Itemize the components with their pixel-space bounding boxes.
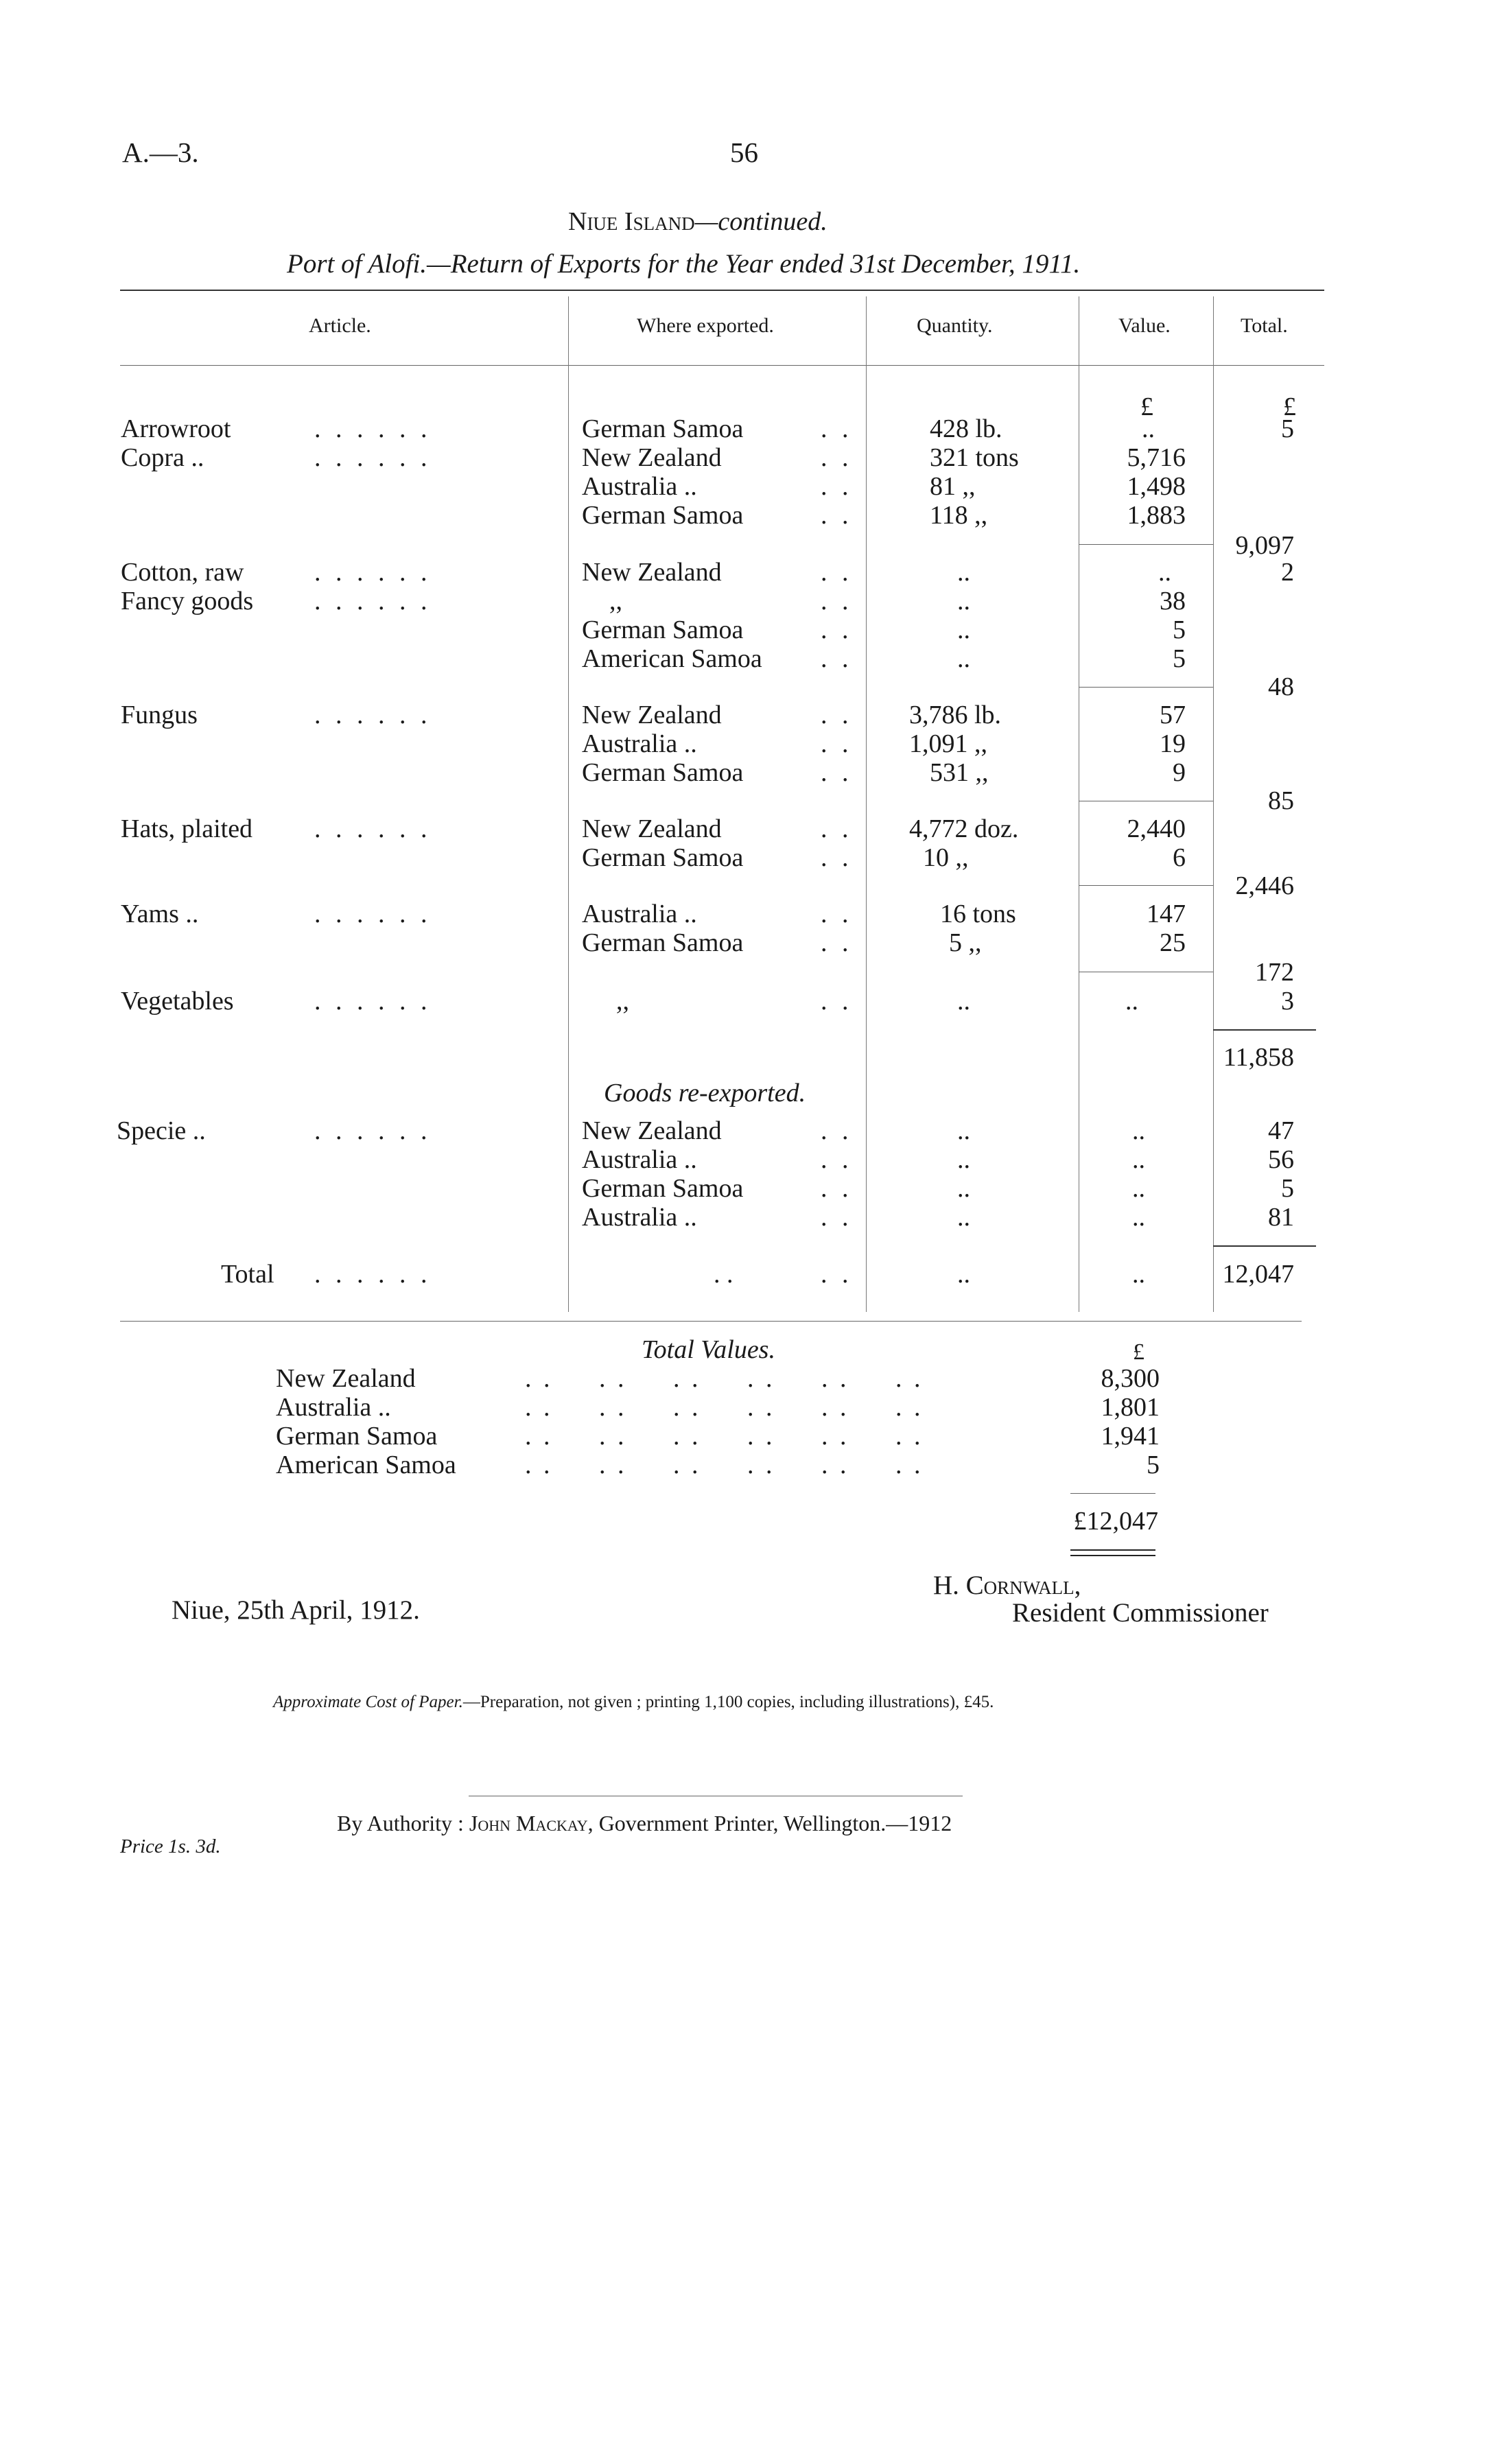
tv-grand-total: £12,047 bbox=[1073, 1507, 1158, 1536]
signatory-name bbox=[933, 1571, 1081, 1600]
total-cell: 81 bbox=[1268, 1203, 1294, 1232]
where-cell: German Samoa bbox=[582, 615, 744, 644]
document-code: A.—3. bbox=[122, 137, 199, 168]
quantity-cell: .. bbox=[957, 587, 970, 615]
value-cell: .. bbox=[1132, 1145, 1145, 1174]
where-cell: ,, bbox=[616, 987, 629, 1016]
total-values-currency: £ bbox=[1133, 1339, 1144, 1365]
section-title-suffix: —continued. bbox=[694, 207, 827, 236]
quantity-cell: 5 ,, bbox=[949, 928, 982, 957]
value-cell: .. bbox=[1132, 1260, 1145, 1289]
where-cell: . . bbox=[714, 1260, 733, 1289]
where-cell: Australia .. bbox=[582, 472, 697, 501]
total-cell: 85 bbox=[1268, 786, 1294, 815]
leader-dots: . . bbox=[821, 814, 853, 843]
where-cell: Australia .. bbox=[582, 1145, 697, 1174]
grand-total: 12,047 bbox=[1222, 1260, 1294, 1289]
signatory-title: Resident Commissioner bbox=[1012, 1598, 1269, 1628]
col-divider-quantity bbox=[866, 296, 867, 1312]
quantity-cell: .. bbox=[957, 987, 970, 1016]
value-cell: 1,498 bbox=[1127, 472, 1186, 501]
quantity-cell: 10 ,, bbox=[923, 843, 969, 872]
place-date: Niue, 25th April, 1912. bbox=[172, 1595, 420, 1625]
leader-dots: . . . . . . bbox=[314, 900, 432, 928]
tv-amount: 8,300 bbox=[1101, 1364, 1160, 1393]
leader-dots: . . bbox=[821, 701, 853, 729]
leader-dots: . . . . . . bbox=[314, 987, 432, 1016]
where-cell: New Zealand bbox=[582, 701, 722, 729]
where-cell: New Zealand bbox=[582, 558, 722, 587]
total-cell: 172 bbox=[1255, 958, 1294, 987]
tv-country: American Samoa bbox=[276, 1451, 456, 1479]
where-cell: Australia .. bbox=[582, 729, 697, 758]
article-specie: Specie .. bbox=[117, 1116, 206, 1145]
leader-dots: . . bbox=[821, 414, 853, 443]
leader-dots: . . . . . . bbox=[314, 443, 432, 472]
value-cell: 5 bbox=[1173, 644, 1186, 673]
tv-amount: 1,941 bbox=[1101, 1422, 1160, 1451]
total-cell: 5 bbox=[1281, 414, 1294, 443]
where-cell: German Samoa bbox=[582, 1174, 744, 1203]
authority-prefix: By Authority : bbox=[337, 1811, 469, 1835]
where-cell: German Samoa bbox=[582, 414, 744, 443]
col-divider-where bbox=[568, 296, 569, 1312]
leader-dots: . . . . . . bbox=[314, 587, 432, 615]
value-cell: 2,440 bbox=[1127, 814, 1186, 843]
leader-dots: . . bbox=[821, 644, 853, 673]
table-top-rule bbox=[120, 290, 1324, 291]
total-cell: 56 bbox=[1268, 1145, 1294, 1174]
value-cell: 19 bbox=[1160, 729, 1186, 758]
where-cell: German Samoa bbox=[582, 843, 744, 872]
article-fancy-goods: Fancy goods bbox=[121, 587, 254, 615]
where-cell: New Zealand bbox=[582, 443, 722, 472]
leader-dots: . . bbox=[821, 501, 853, 530]
total-cell: 2 bbox=[1281, 558, 1294, 587]
quantity-cell: .. bbox=[957, 558, 970, 587]
header-article: Article. bbox=[309, 314, 371, 337]
value-currency-mark: £ bbox=[1140, 392, 1153, 421]
leader-dots: . . . . . . . . . . . . bbox=[525, 1364, 924, 1393]
printer-authority bbox=[337, 1809, 952, 1838]
reexport-heading: Goods re-exported. bbox=[604, 1079, 806, 1107]
value-cell: 5,716 bbox=[1127, 443, 1186, 472]
total-cell: 47 bbox=[1268, 1116, 1294, 1145]
quantity-cell: 81 ,, bbox=[930, 472, 976, 501]
tv-country: New Zealand bbox=[276, 1364, 416, 1393]
quantity-cell: .. bbox=[957, 1203, 970, 1232]
quantity-cell: .. bbox=[957, 1260, 970, 1289]
col-divider-total bbox=[1213, 296, 1214, 1312]
leader-dots: . . . . . . bbox=[314, 701, 432, 729]
tv-country: German Samoa bbox=[276, 1422, 438, 1451]
quantity-cell: 118 ,, bbox=[930, 501, 988, 530]
tv-total-rule bbox=[1070, 1493, 1155, 1494]
total-cell: 5 bbox=[1281, 1174, 1294, 1203]
value-cell: .. bbox=[1158, 558, 1171, 587]
quantity-cell: .. bbox=[957, 1145, 970, 1174]
leader-dots: . . bbox=[821, 1145, 853, 1174]
signatory-initial: H. bbox=[933, 1571, 966, 1600]
section-title bbox=[568, 207, 827, 236]
quantity-cell: 16 tons bbox=[940, 900, 1016, 928]
leader-dots: . . bbox=[821, 1260, 853, 1289]
leader-dots: . . . . . . . . . . . . bbox=[525, 1422, 924, 1451]
article-fungus: Fungus bbox=[121, 701, 198, 729]
where-cell: German Samoa bbox=[582, 928, 744, 957]
leader-dots: . . . . . . bbox=[314, 558, 432, 587]
quantity-cell: .. bbox=[957, 1116, 970, 1145]
header-total: Total. bbox=[1241, 314, 1288, 337]
leader-dots: . . bbox=[821, 1116, 853, 1145]
quantity-cell: .. bbox=[957, 1174, 970, 1203]
total-cell: 9,097 bbox=[1235, 531, 1294, 560]
value-cell: 6 bbox=[1173, 843, 1186, 872]
value-cell: 147 bbox=[1147, 900, 1186, 928]
leader-dots: . . bbox=[821, 987, 853, 1016]
quantity-cell: 321 tons bbox=[930, 443, 1019, 472]
where-cell: German Samoa bbox=[582, 758, 744, 787]
value-cell: .. bbox=[1132, 1203, 1145, 1232]
value-cell: 1,883 bbox=[1127, 501, 1186, 530]
leader-dots: . . bbox=[821, 1174, 853, 1203]
tv-country: Australia .. bbox=[276, 1393, 391, 1422]
leader-dots: . . bbox=[821, 900, 853, 928]
total-cell: 2,446 bbox=[1235, 871, 1294, 900]
header-quantity: Quantity. bbox=[917, 314, 993, 337]
total-cell: 3 bbox=[1281, 987, 1294, 1016]
article-vegetables: Vegetables bbox=[121, 987, 234, 1016]
tv-double-rule bbox=[1070, 1549, 1155, 1556]
leader-dots: . . bbox=[821, 472, 853, 501]
leader-dots: . . bbox=[821, 443, 853, 472]
value-cell: 25 bbox=[1160, 928, 1186, 957]
value-cell: 57 bbox=[1160, 701, 1186, 729]
where-cell: New Zealand bbox=[582, 814, 722, 843]
value-cell: .. bbox=[1125, 987, 1138, 1016]
page-number: 56 bbox=[730, 137, 758, 168]
article-arrowroot: Arrowroot bbox=[121, 414, 231, 443]
tv-amount: 5 bbox=[1147, 1451, 1160, 1479]
quantity-cell: .. bbox=[957, 615, 970, 644]
authority-suffix: Government Printer, Wellington.—1912 bbox=[593, 1811, 952, 1835]
leader-dots: . . bbox=[821, 587, 853, 615]
article-copra: Copra .. bbox=[121, 443, 204, 472]
total-currency-mark: £ bbox=[1283, 392, 1296, 421]
quantity-cell: 531 ,, bbox=[930, 758, 989, 787]
quantity-cell: .. bbox=[957, 644, 970, 673]
leader-dots: . . . . . . bbox=[314, 814, 432, 843]
subtotal-rule bbox=[1079, 885, 1213, 886]
value-cell: .. bbox=[1132, 1174, 1145, 1203]
cost-label: Approximate Cost of Paper. bbox=[273, 1693, 463, 1711]
quantity-cell: 1,091 ,, bbox=[909, 729, 987, 758]
value-cell: 9 bbox=[1173, 758, 1186, 787]
where-cell: Australia .. bbox=[582, 1203, 697, 1232]
leader-dots: . . bbox=[821, 928, 853, 957]
value-cell: .. bbox=[1132, 1116, 1145, 1145]
table-title: Port of Alofi.—Return of Exports for the Year ended 31st December, 1911. bbox=[287, 249, 1081, 279]
value-cell: 38 bbox=[1160, 587, 1186, 615]
subtotal-rule bbox=[1079, 544, 1213, 545]
signatory-surname: Cornwall, bbox=[965, 1571, 1081, 1600]
leader-dots: . . . . . . bbox=[314, 414, 432, 443]
leader-dots: . . bbox=[821, 1203, 853, 1232]
where-cell: New Zealand bbox=[582, 1116, 722, 1145]
article-cotton: Cotton, raw bbox=[121, 558, 244, 587]
leader-dots: . . bbox=[821, 758, 853, 787]
quantity-cell: 428 lb. bbox=[930, 414, 1002, 443]
total-values-heading: Total Values. bbox=[642, 1335, 775, 1364]
total-cell: 48 bbox=[1268, 672, 1294, 701]
value-cell: .. bbox=[1142, 414, 1155, 443]
leader-dots: . . . . . . . . . . . . bbox=[525, 1393, 924, 1422]
leader-dots: . . bbox=[821, 729, 853, 758]
leader-dots: . . bbox=[821, 615, 853, 644]
where-cell: American Samoa bbox=[582, 644, 762, 673]
exports-subtotal: 11,858 bbox=[1223, 1043, 1294, 1072]
subtotal-rule bbox=[1213, 1029, 1316, 1031]
tv-amount: 1,801 bbox=[1101, 1393, 1160, 1422]
value-cell: 5 bbox=[1173, 615, 1186, 644]
where-cell: Australia .. bbox=[582, 900, 697, 928]
table-bottom-rule bbox=[120, 1321, 1302, 1322]
total-rule bbox=[1213, 1245, 1316, 1247]
price: Price 1s. 3d. bbox=[120, 1835, 221, 1857]
leader-dots: . . . . . . bbox=[314, 1260, 432, 1289]
subtotal-rule bbox=[1079, 687, 1213, 688]
header-value: Value. bbox=[1118, 314, 1171, 337]
leader-dots: . . bbox=[821, 843, 853, 872]
leader-dots: . . bbox=[821, 558, 853, 587]
article-yams: Yams .. bbox=[121, 900, 199, 928]
cost-text: —Preparation, not given ; printing 1,100 copies, including illustrations), £45. bbox=[462, 1693, 994, 1711]
leader-dots: . . . . . . bbox=[314, 1116, 432, 1145]
table-header-rule bbox=[120, 365, 1324, 366]
where-cell: ,, bbox=[609, 587, 622, 615]
quantity-cell: 4,772 doz. bbox=[909, 814, 1019, 843]
where-cell: German Samoa bbox=[582, 501, 744, 530]
grand-total-label: Total bbox=[221, 1260, 274, 1289]
section-title-name: Niue Island bbox=[568, 207, 695, 236]
header-where: Where exported. bbox=[637, 314, 774, 337]
quantity-cell: 3,786 lb. bbox=[909, 701, 1002, 729]
article-hats-plaited: Hats, plaited bbox=[121, 814, 253, 843]
leader-dots: . . . . . . . . . . . . bbox=[525, 1451, 924, 1479]
printer-name: John Mackay, bbox=[469, 1811, 594, 1835]
cost-of-paper bbox=[273, 1693, 994, 1712]
